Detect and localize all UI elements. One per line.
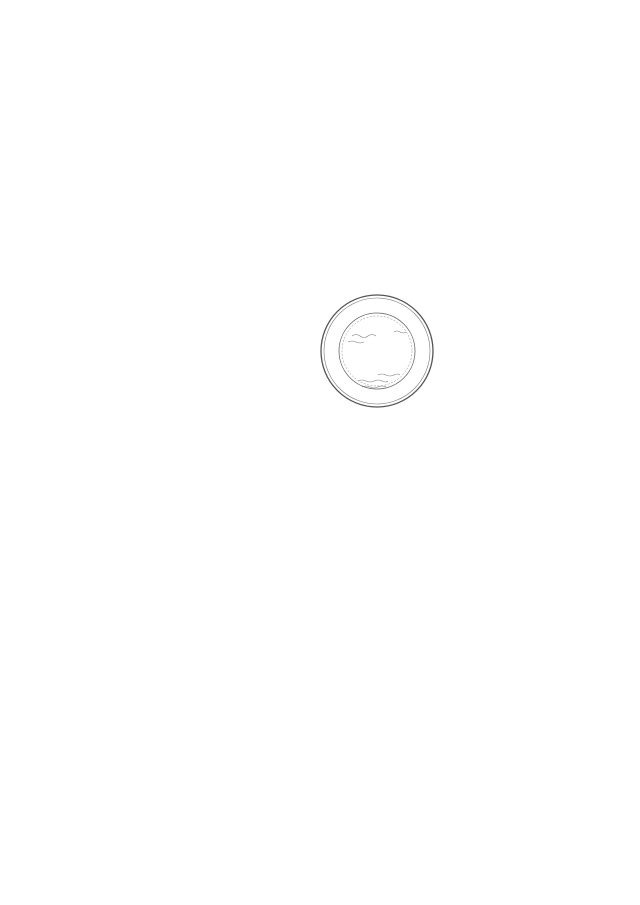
signature-block xyxy=(0,302,640,432)
official-seal-stamp xyxy=(318,292,436,410)
